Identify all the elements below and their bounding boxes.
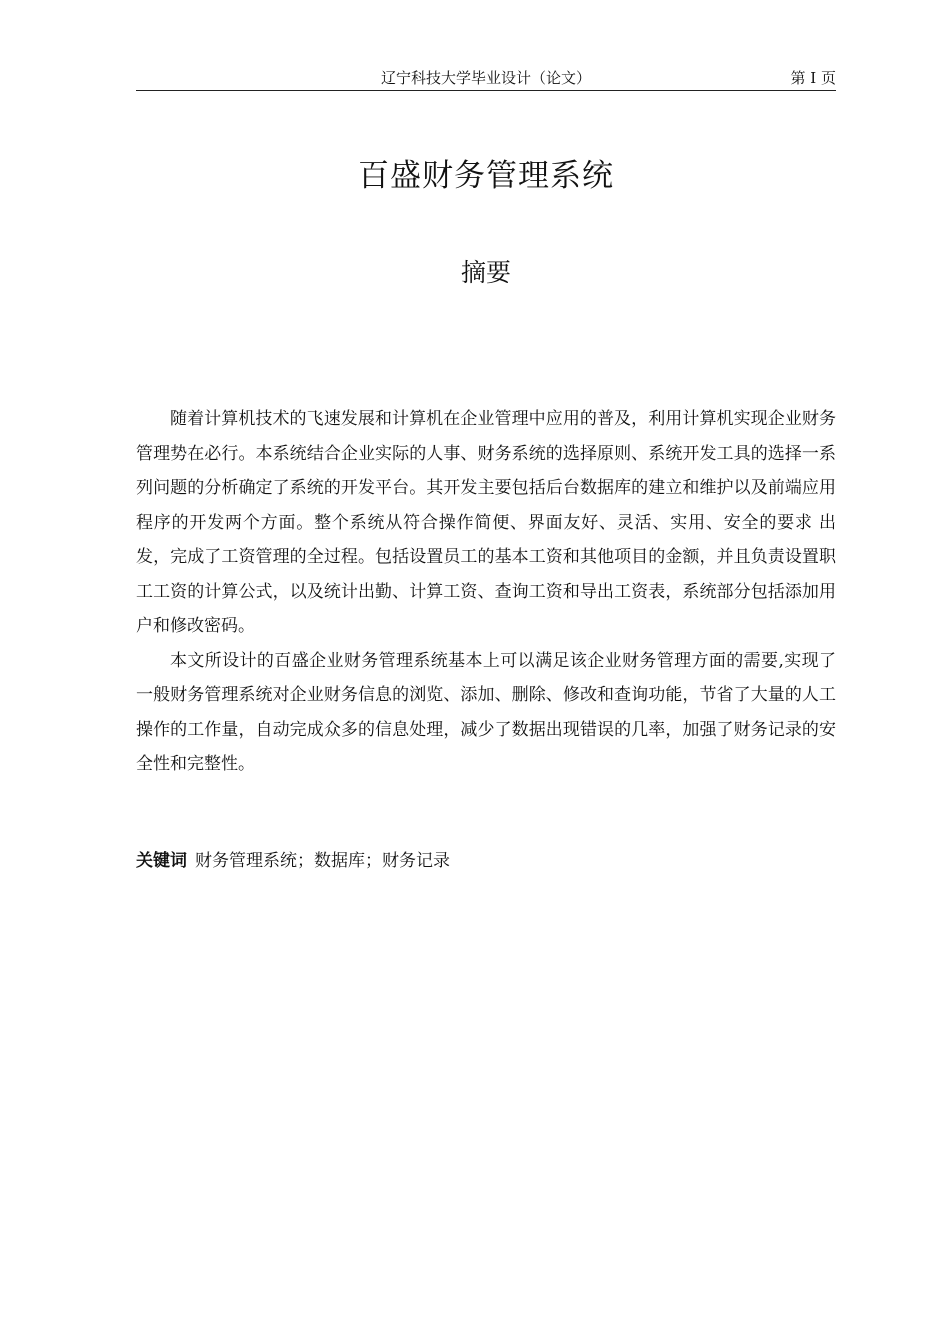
keywords-list: 财务管理系统；数据库；财务记录 [195,851,450,871]
keywords-line [136,846,836,876]
page-number: 第 I 页 [790,69,836,87]
abstract-paragraph-2: 本文所设计的百盛企业财务管理系统基本上可以满足该企业财务管理方面的需要,实现了一般财务管理系统对企业财务信息的浏览、添加、删除、修改和查询功能，节省了大量的人工操作的工作量，自动完成众多的信息处理，减少了数据出现错误的几率，加强了财务记录的安全性和完整性。 [136,650,836,774]
abstract-heading: 摘要 [460,258,511,287]
page-header [136,66,836,91]
abstract-paragraph-1: 随着计算机技术的飞速发展和计算机在企业管理中应用的普及，利用计算机实现企业财务管理势在必行。本系统结合企业实际的人事、财务系统的选择原则、系统开发工具的选择一系列问题的分析确定了系统的开发平台。其开发主要包括后台数据库的建立和维护以及前端应用程序的开发两个方面。整个系统从符合操作简便、界面友好、灵活、实用、安全的要求 出发，完成了工资管理的全过程。包括设置员工的基本工资和其他项目的金额，并且负责设置职工工资的计算公式，以及统计出勤、计算工资、查询工资和导出工资表，系统部分包括添加用户和修改密码。 [136,409,836,636]
keywords-label: 关键词 [136,851,187,871]
abstract-body [136,402,836,782]
header-title: 辽宁科技大学毕业设计（论文） [380,69,591,87]
document-title: 百盛财务管理系统 [358,158,614,194]
